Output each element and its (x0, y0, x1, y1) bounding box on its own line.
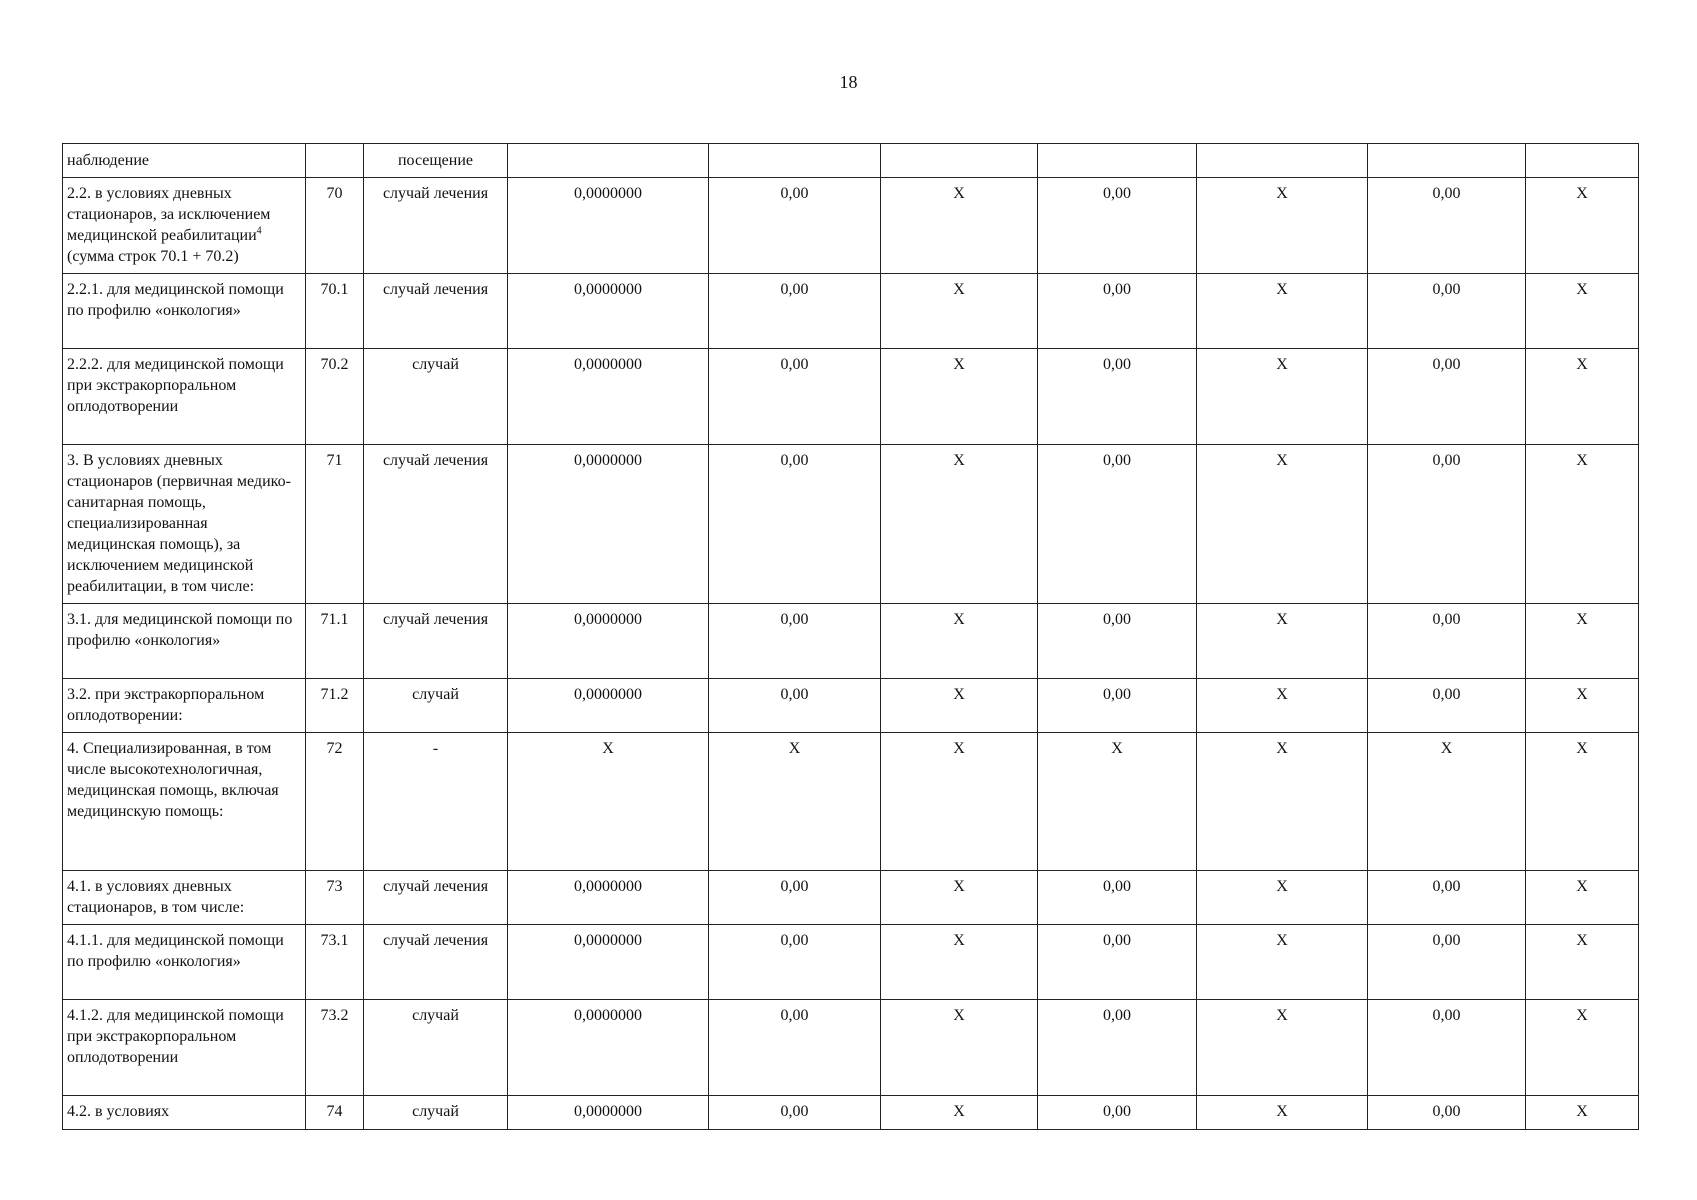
row-name: 4.1. в условиях дневных стационаров, в том числе: (63, 871, 306, 925)
cell-value: Х (1368, 733, 1526, 871)
cell-value: 0,0000000 (508, 679, 709, 733)
cell-value (1368, 144, 1526, 178)
cell-value: Х (1197, 349, 1368, 445)
row-name: 2.2. в условиях дневных стационаров, за исключением медицинской реабилитации$^4$ (сумма строк 70.1 + 70.2) (63, 178, 306, 274)
row-name: 3.2. при экстракорпоральном оплодотворении: (63, 679, 306, 733)
row-code: 71.1 (306, 604, 364, 679)
cell-value: 0,00 (709, 1096, 881, 1130)
cell-value: 0,00 (1038, 925, 1197, 1000)
indicators-table (62, 143, 1639, 1130)
cell-value: Х (881, 349, 1038, 445)
table-row (63, 733, 1639, 871)
table-row (63, 274, 1639, 349)
table-row (63, 925, 1639, 1000)
cell-value: 0,0000000 (508, 1000, 709, 1096)
cell-value: 0,00 (709, 274, 881, 349)
cell-value: Х (1197, 1000, 1368, 1096)
row-unit: случай лечения (364, 178, 508, 274)
table-row (63, 144, 1639, 178)
cell-value: 0,00 (1038, 178, 1197, 274)
cell-value: 0,00 (1368, 1096, 1526, 1130)
row-code: 73.1 (306, 925, 364, 1000)
row-name: 4. Специализированная, в том числе высокотехнологичная, медицинская помощь, включая медицинскую помощь: (63, 733, 306, 871)
cell-value: Х (881, 604, 1038, 679)
row-name: 4.1.2. для медицинской помощи при экстракорпоральном оплодотворении (63, 1000, 306, 1096)
cell-value: 0,0000000 (508, 925, 709, 1000)
row-code: 70 (306, 178, 364, 274)
cell-value (1197, 144, 1368, 178)
cell-value: Х (1526, 925, 1639, 1000)
cell-value: Х (1197, 604, 1368, 679)
cell-value: Х (881, 274, 1038, 349)
cell-value: 0,00 (709, 679, 881, 733)
table-row (63, 178, 1639, 274)
table-row (63, 679, 1639, 733)
cell-value: 0,0000000 (508, 1096, 709, 1130)
cell-value: 0,00 (1038, 1096, 1197, 1130)
cell-value: Х (1197, 871, 1368, 925)
cell-value: 0,00 (709, 445, 881, 604)
cell-value: 0,00 (1038, 1000, 1197, 1096)
row-unit: посещение (364, 144, 508, 178)
table-row (63, 1000, 1639, 1096)
row-name: 3.1. для медицинской помощи по профилю «онкология» (63, 604, 306, 679)
cell-value: 0,0000000 (508, 604, 709, 679)
row-unit: случай (364, 1000, 508, 1096)
cell-value: 0,00 (1368, 1000, 1526, 1096)
cell-value: Х (881, 925, 1038, 1000)
cell-value: Х (881, 445, 1038, 604)
cell-value: 0,00 (709, 925, 881, 1000)
cell-value: 0,00 (1038, 445, 1197, 604)
cell-value: Х (1526, 604, 1639, 679)
cell-value: Х (881, 733, 1038, 871)
cell-value (881, 144, 1038, 178)
cell-value: 0,00 (1368, 274, 1526, 349)
cell-value (709, 144, 881, 178)
cell-value: 0,0000000 (508, 871, 709, 925)
row-name: 4.2. в условиях (63, 1096, 306, 1130)
cell-value: 0,00 (1038, 349, 1197, 445)
row-unit: случай лечения (364, 871, 508, 925)
row-unit: случай лечения (364, 925, 508, 1000)
row-code: 71.2 (306, 679, 364, 733)
cell-value: 0,0000000 (508, 445, 709, 604)
cell-value: 0,00 (1368, 604, 1526, 679)
cell-value: Х (1526, 733, 1639, 871)
table-row (63, 445, 1639, 604)
cell-value: 0,00 (1038, 274, 1197, 349)
row-code: 72 (306, 733, 364, 871)
cell-value: Х (881, 679, 1038, 733)
cell-value: 0,00 (709, 178, 881, 274)
cell-value: Х (1526, 679, 1639, 733)
row-name: наблюдение (63, 144, 306, 178)
cell-value: Х (1526, 274, 1639, 349)
table-row (63, 1096, 1639, 1130)
cell-value: 0,0000000 (508, 178, 709, 274)
cell-value: Х (881, 178, 1038, 274)
row-unit: случай лечения (364, 445, 508, 604)
cell-value (508, 144, 709, 178)
row-unit: случай (364, 349, 508, 445)
table-row (63, 349, 1639, 445)
cell-value: Х (1526, 1096, 1639, 1130)
row-code: 74 (306, 1096, 364, 1130)
row-name: 2.2.1. для медицинской помощи по профилю «онкология» (63, 274, 306, 349)
row-unit: случай (364, 679, 508, 733)
cell-value: Х (1197, 1096, 1368, 1130)
row-unit: случай лечения (364, 274, 508, 349)
cell-value: Х (1197, 274, 1368, 349)
cell-value: 0,00 (1368, 871, 1526, 925)
cell-value: 0,0000000 (508, 274, 709, 349)
cell-value: 0,00 (1368, 178, 1526, 274)
cell-value: Х (1526, 871, 1639, 925)
cell-value: Х (709, 733, 881, 871)
cell-value: 0,00 (1368, 925, 1526, 1000)
cell-value: Х (1038, 733, 1197, 871)
page-number: 18 (839, 72, 858, 92)
cell-value (1526, 144, 1639, 178)
cell-value: Х (1197, 445, 1368, 604)
cell-value: Х (1197, 925, 1368, 1000)
cell-value: Х (881, 1096, 1038, 1130)
row-unit: случай (364, 1096, 508, 1130)
cell-value: 0,0000000 (508, 349, 709, 445)
row-unit: случай лечения (364, 604, 508, 679)
cell-value: 0,00 (1038, 871, 1197, 925)
table-row (63, 871, 1639, 925)
row-code: 73 (306, 871, 364, 925)
row-name: 2.2.2. для медицинской помощи при экстракорпоральном оплодотворении (63, 349, 306, 445)
cell-value: 0,00 (709, 349, 881, 445)
cell-value: 0,00 (709, 604, 881, 679)
cell-value: 0,00 (709, 871, 881, 925)
cell-value: Х (1197, 733, 1368, 871)
row-name: 4.1.1. для медицинской помощи по профилю «онкология» (63, 925, 306, 1000)
row-code: 73.2 (306, 1000, 364, 1096)
cell-value: 0,00 (1368, 349, 1526, 445)
footnote-marker: 4 (256, 225, 262, 237)
cell-value: Х (1526, 1000, 1639, 1096)
cell-value: 0,00 (1038, 679, 1197, 733)
row-code: 70.2 (306, 349, 364, 445)
row-code: 70.1 (306, 274, 364, 349)
cell-value: 0,00 (1038, 604, 1197, 679)
cell-value: 0,00 (1368, 445, 1526, 604)
table-row (63, 604, 1639, 679)
row-unit: - (364, 733, 508, 871)
row-name: 3. В условиях дневных стационаров (первичная медико-санитарная помощь, специализированная медицинская помощь), за исключением медицинской реабилитации, в том числе: (63, 445, 306, 604)
cell-value: Х (1197, 679, 1368, 733)
cell-value: Х (1197, 178, 1368, 274)
cell-value: Х (1526, 178, 1639, 274)
cell-value (1038, 144, 1197, 178)
cell-value: Х (881, 1000, 1038, 1096)
cell-value: Х (881, 871, 1038, 925)
row-code (306, 144, 364, 178)
cell-value: Х (1526, 445, 1639, 604)
cell-value: Х (508, 733, 709, 871)
cell-value: 0,00 (1368, 679, 1526, 733)
row-code: 71 (306, 445, 364, 604)
cell-value: Х (1526, 349, 1639, 445)
cell-value: 0,00 (709, 1000, 881, 1096)
